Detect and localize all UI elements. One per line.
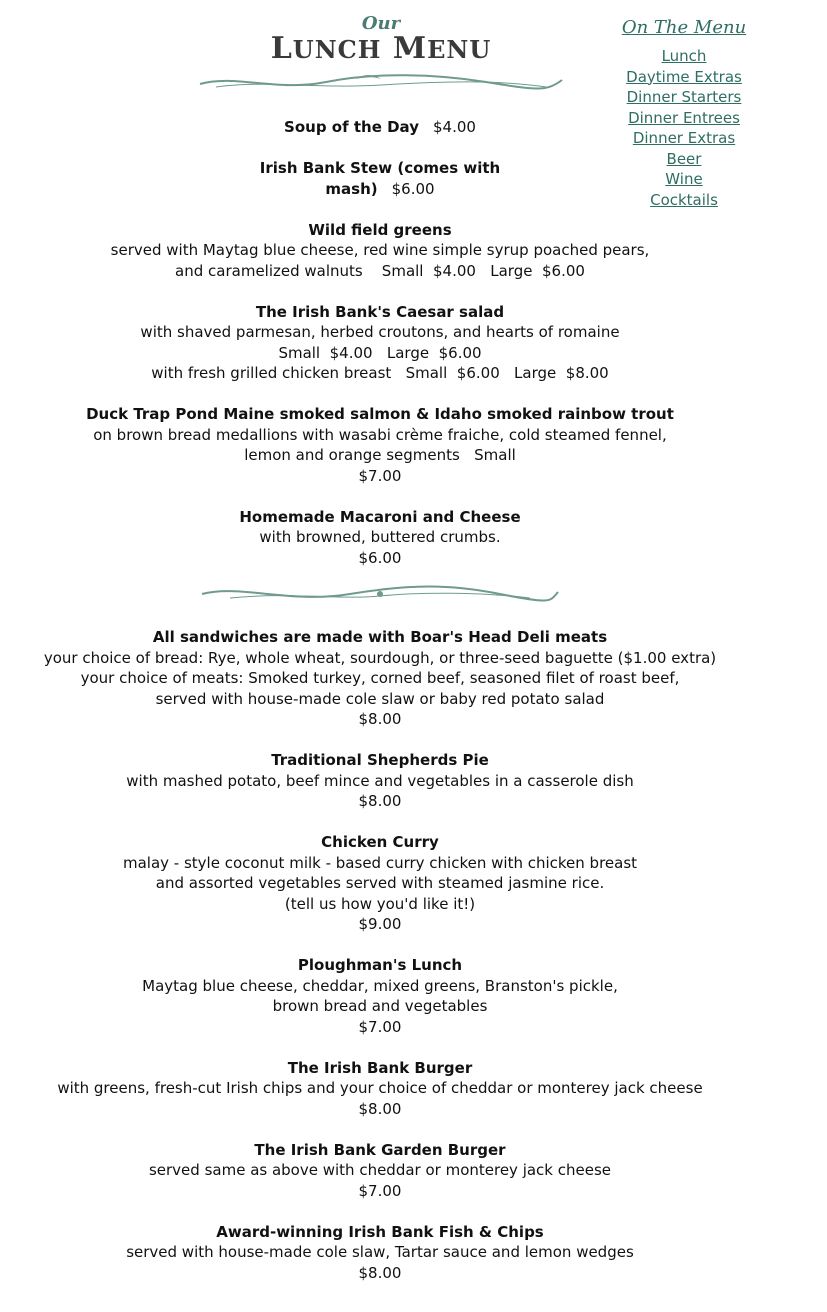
title-rest: ENU	[427, 35, 492, 64]
item-price: $8.00	[358, 792, 402, 810]
item-name: Chicken Curry	[321, 833, 439, 851]
item-name: Traditional Shepherds Pie	[271, 751, 489, 769]
nav-link-daytime-extras[interactable]: Daytime Extras	[626, 67, 742, 86]
page-title	[196, 33, 566, 66]
title-letter: L	[270, 31, 293, 66]
item-name-cont: mash)	[325, 179, 378, 198]
item-name: Soup of the Day	[284, 118, 419, 136]
item-price: $7.00	[358, 1181, 402, 1200]
title-letter: M	[392, 31, 428, 66]
menu-item-caesar	[0, 302, 760, 384]
item-price: $6.00	[358, 548, 402, 567]
item-desc: Small $4.00 Large $6.00	[278, 343, 482, 362]
menu-item-smoked-fish	[0, 404, 760, 486]
item-desc: served with house-made cole slaw, Tartar sauce and lemon wedges	[126, 1243, 634, 1261]
item-price: $9.00	[358, 915, 402, 933]
item-price: $8.00	[358, 710, 402, 728]
menu-item-chicken-curry	[0, 832, 760, 935]
nav-link-lunch[interactable]: Lunch	[661, 47, 707, 65]
nav-link-dinner-entrees[interactable]: Dinner Entrees	[628, 108, 740, 127]
header-our: Our	[361, 13, 401, 34]
item-name: Wild field greens	[308, 220, 452, 239]
item-desc: with mashed potato, beef mince and vegetables in a casserole dish	[126, 771, 634, 790]
section-divider-ornament	[200, 582, 560, 608]
menu-header	[196, 14, 566, 84]
item-desc: your choice of bread: Rye, whole wheat, sourdough, or three-seed baguette ($1.00 extra)	[43, 648, 717, 667]
item-desc: (tell us how you'd like it!)	[284, 894, 476, 913]
item-desc: with browned, buttered crumbs.	[259, 528, 501, 546]
header-swirl-ornament	[196, 70, 566, 92]
item-price: $7.00	[358, 1017, 402, 1036]
item-name: The Irish Bank Garden Burger	[254, 1140, 506, 1159]
item-name: The Irish Bank's Caesar salad	[255, 302, 505, 321]
item-desc: Maytag blue cheese, cheddar, mixed greens, Branston's pickle,	[142, 976, 618, 995]
item-name: The Irish Bank Burger	[287, 1058, 473, 1077]
item-price: $8.00	[358, 1099, 402, 1118]
item-desc: with shaved parmesan, herbed croutons, and hearts of romaine	[140, 323, 620, 341]
item-desc: and caramelized walnuts Small $4.00 Large $6.00	[175, 261, 585, 280]
item-name: Irish Bank Stew (comes with	[259, 159, 501, 177]
item-desc: brown bread and vegetables	[272, 997, 488, 1015]
item-price: $8.00	[358, 1263, 402, 1282]
menu-item-sandwiches	[0, 627, 760, 730]
item-desc: malay - style coconut milk - based curry chicken with chicken breast	[122, 853, 638, 872]
item-desc: lemon and orange segments Small	[244, 446, 516, 464]
item-desc: and assorted vegetables served with steamed jasmine rice.	[155, 874, 605, 892]
item-desc: with greens, fresh-cut Irish chips and your choice of cheddar or monterey jack cheese	[57, 1079, 703, 1097]
item-desc: served with house-made cole slaw or baby red potato salad	[155, 689, 605, 708]
menu-item-fish-chips	[0, 1222, 760, 1284]
item-name: Ploughman's Lunch	[297, 956, 463, 974]
item-name: All sandwiches are made with Boar's Head Deli meats	[152, 628, 608, 646]
nav-link-beer[interactable]: Beer	[666, 149, 702, 168]
item-desc: your choice of meats: Smoked turkey, corned beef, seasoned filet of roast beef,	[80, 669, 680, 687]
menu-item-garden-burger	[0, 1140, 760, 1202]
menu-item-greens	[0, 220, 760, 282]
nav-title: On The Menu	[621, 17, 747, 38]
menu-item-ploughmans	[0, 955, 760, 1037]
menu-item-soup	[0, 117, 760, 138]
item-price: $6.00	[391, 179, 435, 198]
menu-item-mac-cheese	[0, 507, 760, 569]
item-desc: with fresh grilled chicken breast Small $6.00 Large $8.00	[151, 364, 609, 382]
item-desc: served same as above with cheddar or monterey jack cheese	[148, 1161, 612, 1179]
item-name: Homemade Macaroni and Cheese	[239, 507, 521, 526]
item-price: $7.00	[358, 466, 402, 485]
menu-item-burger	[0, 1058, 760, 1120]
item-name: Duck Trap Pond Maine smoked salmon & Idaho smoked rainbow trout	[86, 405, 674, 423]
menu-section-upper	[0, 117, 760, 589]
item-desc: on brown bread medallions with wasabi crème fraiche, cold steamed fennel,	[93, 425, 667, 444]
nav-link-wine[interactable]: Wine	[665, 170, 703, 188]
item-name: Award-winning Irish Bank Fish & Chips	[216, 1222, 544, 1241]
menu-section-lower	[0, 627, 760, 1304]
nav-link-dinner-extras[interactable]: Dinner Extras	[632, 129, 736, 147]
menu-item-shepherds-pie	[0, 750, 760, 812]
nav-link-dinner-starters[interactable]: Dinner Starters	[626, 88, 742, 106]
nav-link-cocktails[interactable]: Cocktails	[650, 190, 718, 209]
title-rest: UNCH	[292, 35, 382, 64]
menu-item-stew	[0, 158, 760, 199]
item-price: $4.00	[432, 118, 476, 136]
item-desc: served with Maytag blue cheese, red wine simple syrup poached pears,	[110, 241, 650, 259]
